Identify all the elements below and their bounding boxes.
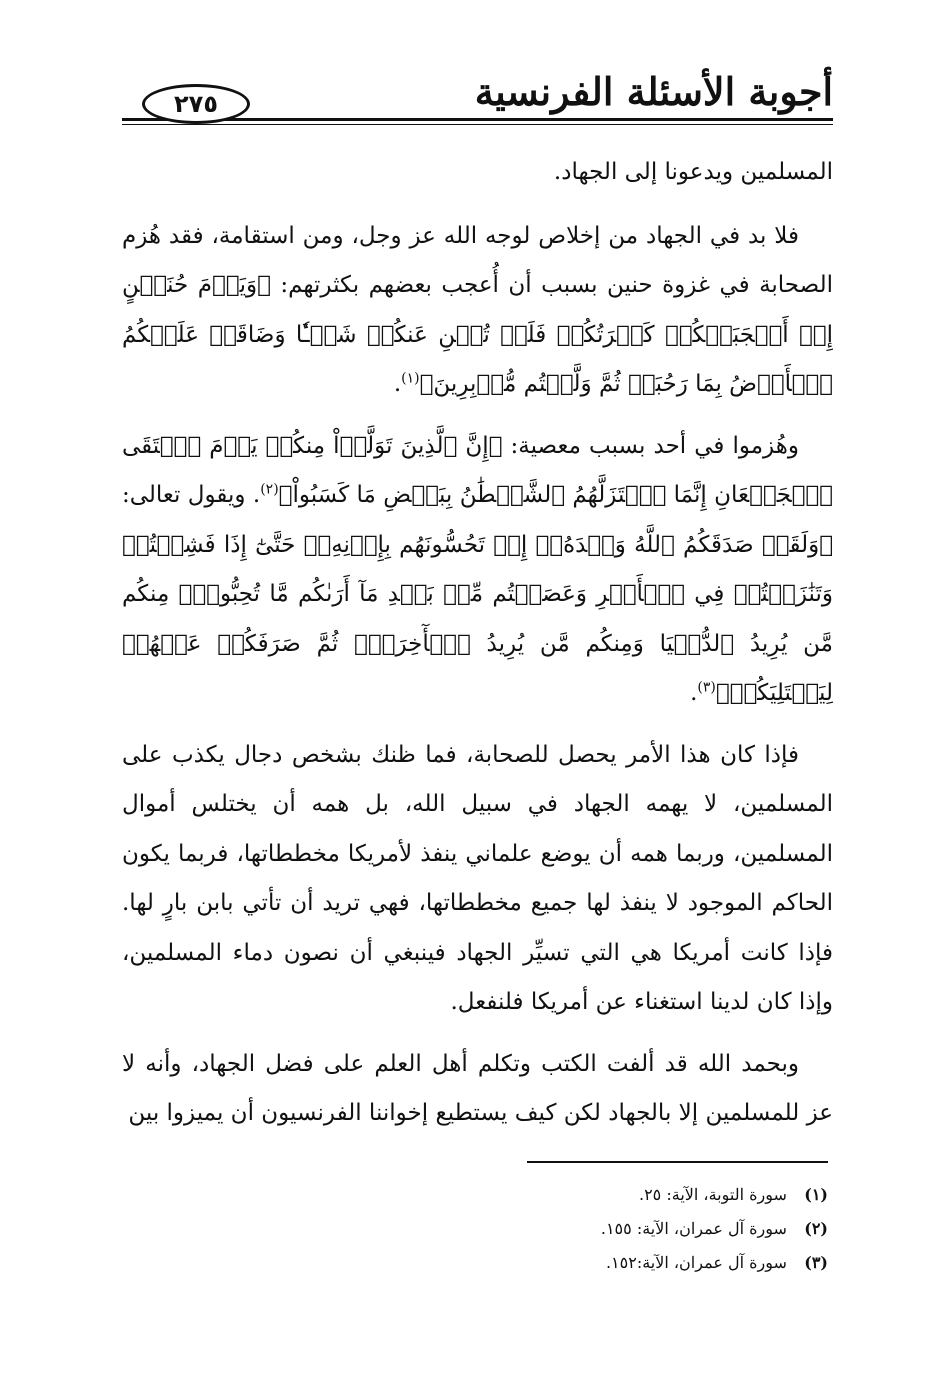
paragraph-5-text: وبحمد الله قد ألفت الكتب وتكلم أهل العلم على فضل الجهاد، وأنه لا عز للمسلمين إلا بالجهاد لكن كيف يستطيع إخواننا الفرنسيون أن يميزوا بين	[122, 1050, 833, 1126]
footnote-ref-1[interactable]: (١)	[401, 370, 420, 387]
footnote-number: (٣)	[804, 1253, 828, 1272]
paragraph-1-text: المسلمين ويدعونا إلى الجهاد.	[553, 159, 833, 185]
footnote-separator	[527, 1161, 828, 1163]
header-rule-thin	[122, 124, 833, 125]
paragraph-3	[122, 422, 833, 719]
footnote-2	[400, 1212, 828, 1246]
page-number: ٢٧٥	[174, 90, 218, 118]
footnote-text: سورة التوبة، الآية: ٢٥.	[638, 1185, 787, 1204]
paragraph-2-text: فلا بد في الجهاد من إخلاص لوجه الله عز وجل، ومن استقامة، فقد هُزم الصحابة في غزوة حنين بسبب أن أُعجب بعضهم بكثرتهم: ﴿وَيَوۡمَ حُنَيۡنٍ إِذۡ أَعۡجَبَتۡكُمۡ كَثۡرَتُكُمۡ فَلَمۡ تُغۡنِ عَنكُمۡ شَيۡـٔٗا وَضَاقَتۡ عَلَيۡكُمُ ٱلۡأَرۡضُ بِمَا رَحُبَتۡ ثُمَّ وَلَّيۡتُم مُّدۡبِرِينَ﴾	[122, 222, 833, 397]
footnote-ref-3[interactable]: (٣)	[697, 679, 716, 696]
paragraph-4	[122, 731, 833, 1028]
footnote-number: (٢)	[804, 1219, 828, 1238]
footnote-1	[400, 1178, 828, 1212]
paragraph-4-text: فإذا كان هذا الأمر يحصل للصحابة، فما ظنك بشخص دجال يكذب على المسلمين، لا يهمه الجهاد في سبيل الله، بل همه أن يختلس أموال المسلمين، وربما همه أن يوضع علماني ينفذ لأمريكا مخططاتها، فربما يكون الحاكم الموجود لا ينفذ لها جميع مخططاتها، فهي تريد أن تأتي بابن بارٍ لها. فإذا كانت أمريكا هي التي تسيِّر الجهاد فينبغي أن نصون دماء المسلمين، وإذا كان لدينا استغناء عن أمريكا فلنفعل.	[122, 741, 834, 1015]
paragraph-2	[122, 212, 833, 410]
paragraph-5	[122, 1040, 833, 1139]
footnote-3	[400, 1246, 828, 1280]
paragraph-2-tail: .	[393, 371, 402, 397]
page-number-badge	[142, 84, 250, 124]
footnote-number: (١)	[804, 1185, 828, 1204]
footnote-ref-2[interactable]: (٢)	[260, 481, 279, 498]
footnote-text: سورة آل عمران، الآية: ١٥٥.	[600, 1219, 787, 1238]
book-title: أجوبة الأسئلة الفرنسية	[474, 69, 833, 114]
paragraph-3-text2: . ويقول تعالى: ﴿وَلَقَدۡ صَدَقَكُمُ ٱللَّهُ وَعۡدَهُۥٓ إِذۡ تَحُسُّونَهُم بِإِذۡنِهِۦۖ حَتَّىٰٓ إِذَا فَشِلۡتُمۡ وَتَنَٰزَعۡتُمۡ فِي ٱلۡأَمۡرِ وَعَصَيۡتُم مِّنۢ بَعۡدِ مَآ أَرَىٰكُم مَّا تُحِبُّونَۚ مِنكُم مَّن يُرِيدُ ٱلدُّنۡيَا وَمِنكُم مَّن يُرِيدُ ٱلۡأٓخِرَةَۚ ثُمَّ صَرَفَكُمۡ عَنۡهُمۡ لِيَبۡتَلِيَكُمۡ﴾	[122, 482, 833, 706]
paragraph-3-tail: .	[690, 680, 698, 706]
main-text	[122, 148, 833, 1151]
running-header	[122, 60, 833, 130]
paragraph-1	[122, 148, 833, 198]
footnotes	[400, 1178, 828, 1280]
footnote-text: سورة آل عمران، الآية:١٥٢.	[605, 1253, 787, 1272]
paragraph-3-text: وهُزموا في أحد بسبب معصية: ﴿إِنَّ ٱلَّذِينَ تَوَلَّوۡاْ مِنكُمۡ يَوۡمَ ٱلۡتَقَى ٱلۡجَمۡعَانِ إِنَّمَا ٱسۡتَزَلَّهُمُ ٱلشَّيۡطَٰنُ بِبَعۡضِ مَا كَسَبُواْ﴾	[122, 432, 833, 508]
